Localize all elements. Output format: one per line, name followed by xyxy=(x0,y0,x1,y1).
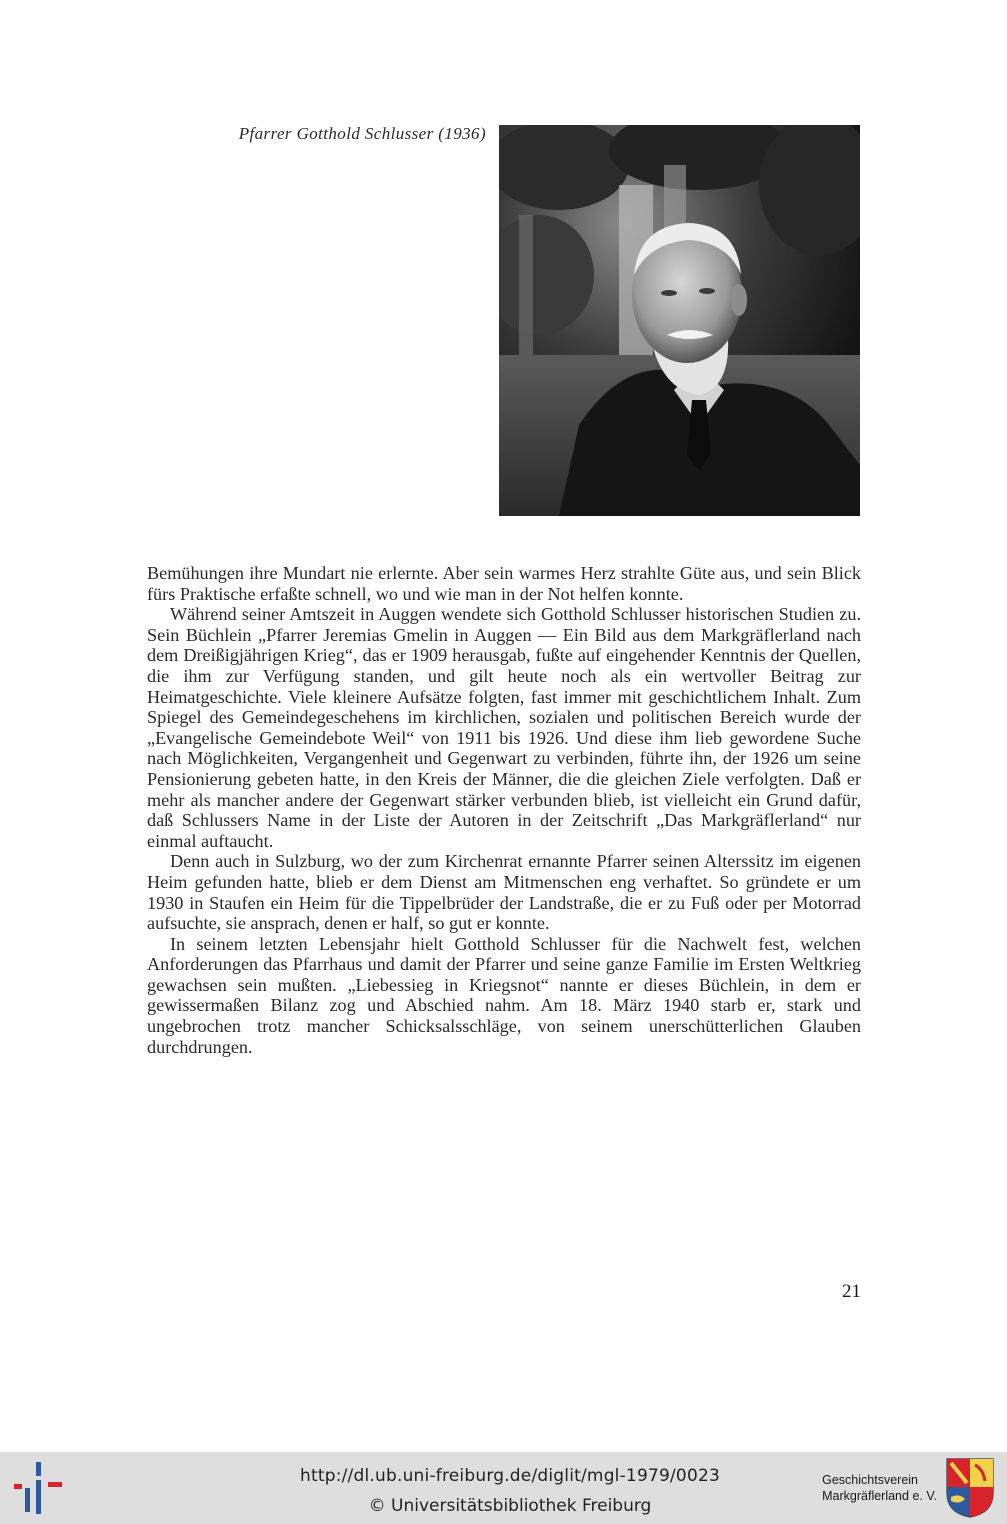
coat-of-arms-icon xyxy=(945,1457,995,1519)
paragraph-4: In seinem letzten Lebensjahr hielt Gotthold Schlusser für die Nachwelt fest, welchen Anforderungen das Pfarrhaus und damit der Pfarrer und seine ganze Familie im Ersten Weltkrieg gewachsen sein mußten. „Liebessieg in Kriegsnot“ nannte er dieses Büchlein, in dem er gewissermaßen Bilanz zog und Abschied nahm. Am 18. März 1940 starb er, stark und ungebrochen trotz mancher Schicksalsschläge, von seinem unerschütterlichen Glauben durchdrungen. xyxy=(147,933,861,1057)
paragraph-1: Bemühungen ihre Mundart nie erlernte. Aber sein warmes Herz strahlte Güte aus, und sein Blick fürs Praktische erfaßte schnell, wo und wie man in der Not helfen konnte. xyxy=(147,563,861,604)
paragraph-3: Denn auch in Sulzburg, wo der zum Kirchenrat ernannte Pfarrer seinen Alterssitz im eigenen Heim gefunden hatte, blieb er dem Dienst am Mitmenschen eng verhaftet. So gründete er um 1930 in Staufen ein Heim für die Tippelbrüder der Landstraße, die er zu Fuß oder per Motorrad aufsuchte, sie ansprach, denen er half, so gut er konnte. xyxy=(147,851,861,934)
body-text xyxy=(147,563,861,1057)
org-line-1: Geschichtsverein xyxy=(822,1473,918,1487)
portrait-photo-icon xyxy=(499,125,860,516)
footer-copyright: © Universitätsbibliothek Freiburg xyxy=(368,1496,652,1516)
photo-caption: Pfarrer Gotthold Schlusser (1936) xyxy=(238,124,486,143)
footer-url-link[interactable]: http://dl.ub.uni-freiburg.de/diglit/mgl-1979/0023 xyxy=(300,1466,720,1486)
ub-freiburg-logo-icon[interactable] xyxy=(12,1460,66,1516)
paragraph-2: Während seiner Amtszeit in Auggen wendete sich Gotthold Schlusser historischen Studien zu. Sein Büchlein „Pfarrer Jeremias Gmelin in Auggen — Ein Bild aus dem Markgräflerland nach dem Dreißigjährigen Krieg“, das er 1909 herausgab, fußte auf eingehender Kenntnis der Quellen, die ihm zur Verfügung standen, und gilt heute noch als ein wertvoller Beitrag zur Heimatgeschichte. Viele kleinere Aufsätze folgten, fast immer mit geschichtlichem Inhalt. Zum Spiegel des Gemeindegeschehens im kirchlichen, sozialen und politischen Bereich wurde der „Evangelische Gemeindebote Weil“ von 1911 bis 1926. Und diese ihm lieb gewordene Suche nach Möglichkeiten, Vergangenheit und Gegenwart zu verbinden, führte ihn, der 1926 um seine Pensionierung gebeten hatte, in den Kreis der Männer, die die gleichen Ziele verfolgten. Daß er mehr als mancher andere der Gegenwart stärker verbunden blieb, ist vielleicht ein Grund dafür, daß Schlussers Name in der Liste der Autoren in der Zeitschrift „Das Markgräflerland“ nur einmal auftaucht. xyxy=(147,604,861,851)
org-line-2: Markgräflerland e. V. xyxy=(822,1489,937,1503)
footer-organization xyxy=(822,1472,937,1504)
footer-bar xyxy=(0,1452,1007,1524)
page-number: 21 xyxy=(842,1281,861,1302)
portrait-photo xyxy=(499,125,860,516)
